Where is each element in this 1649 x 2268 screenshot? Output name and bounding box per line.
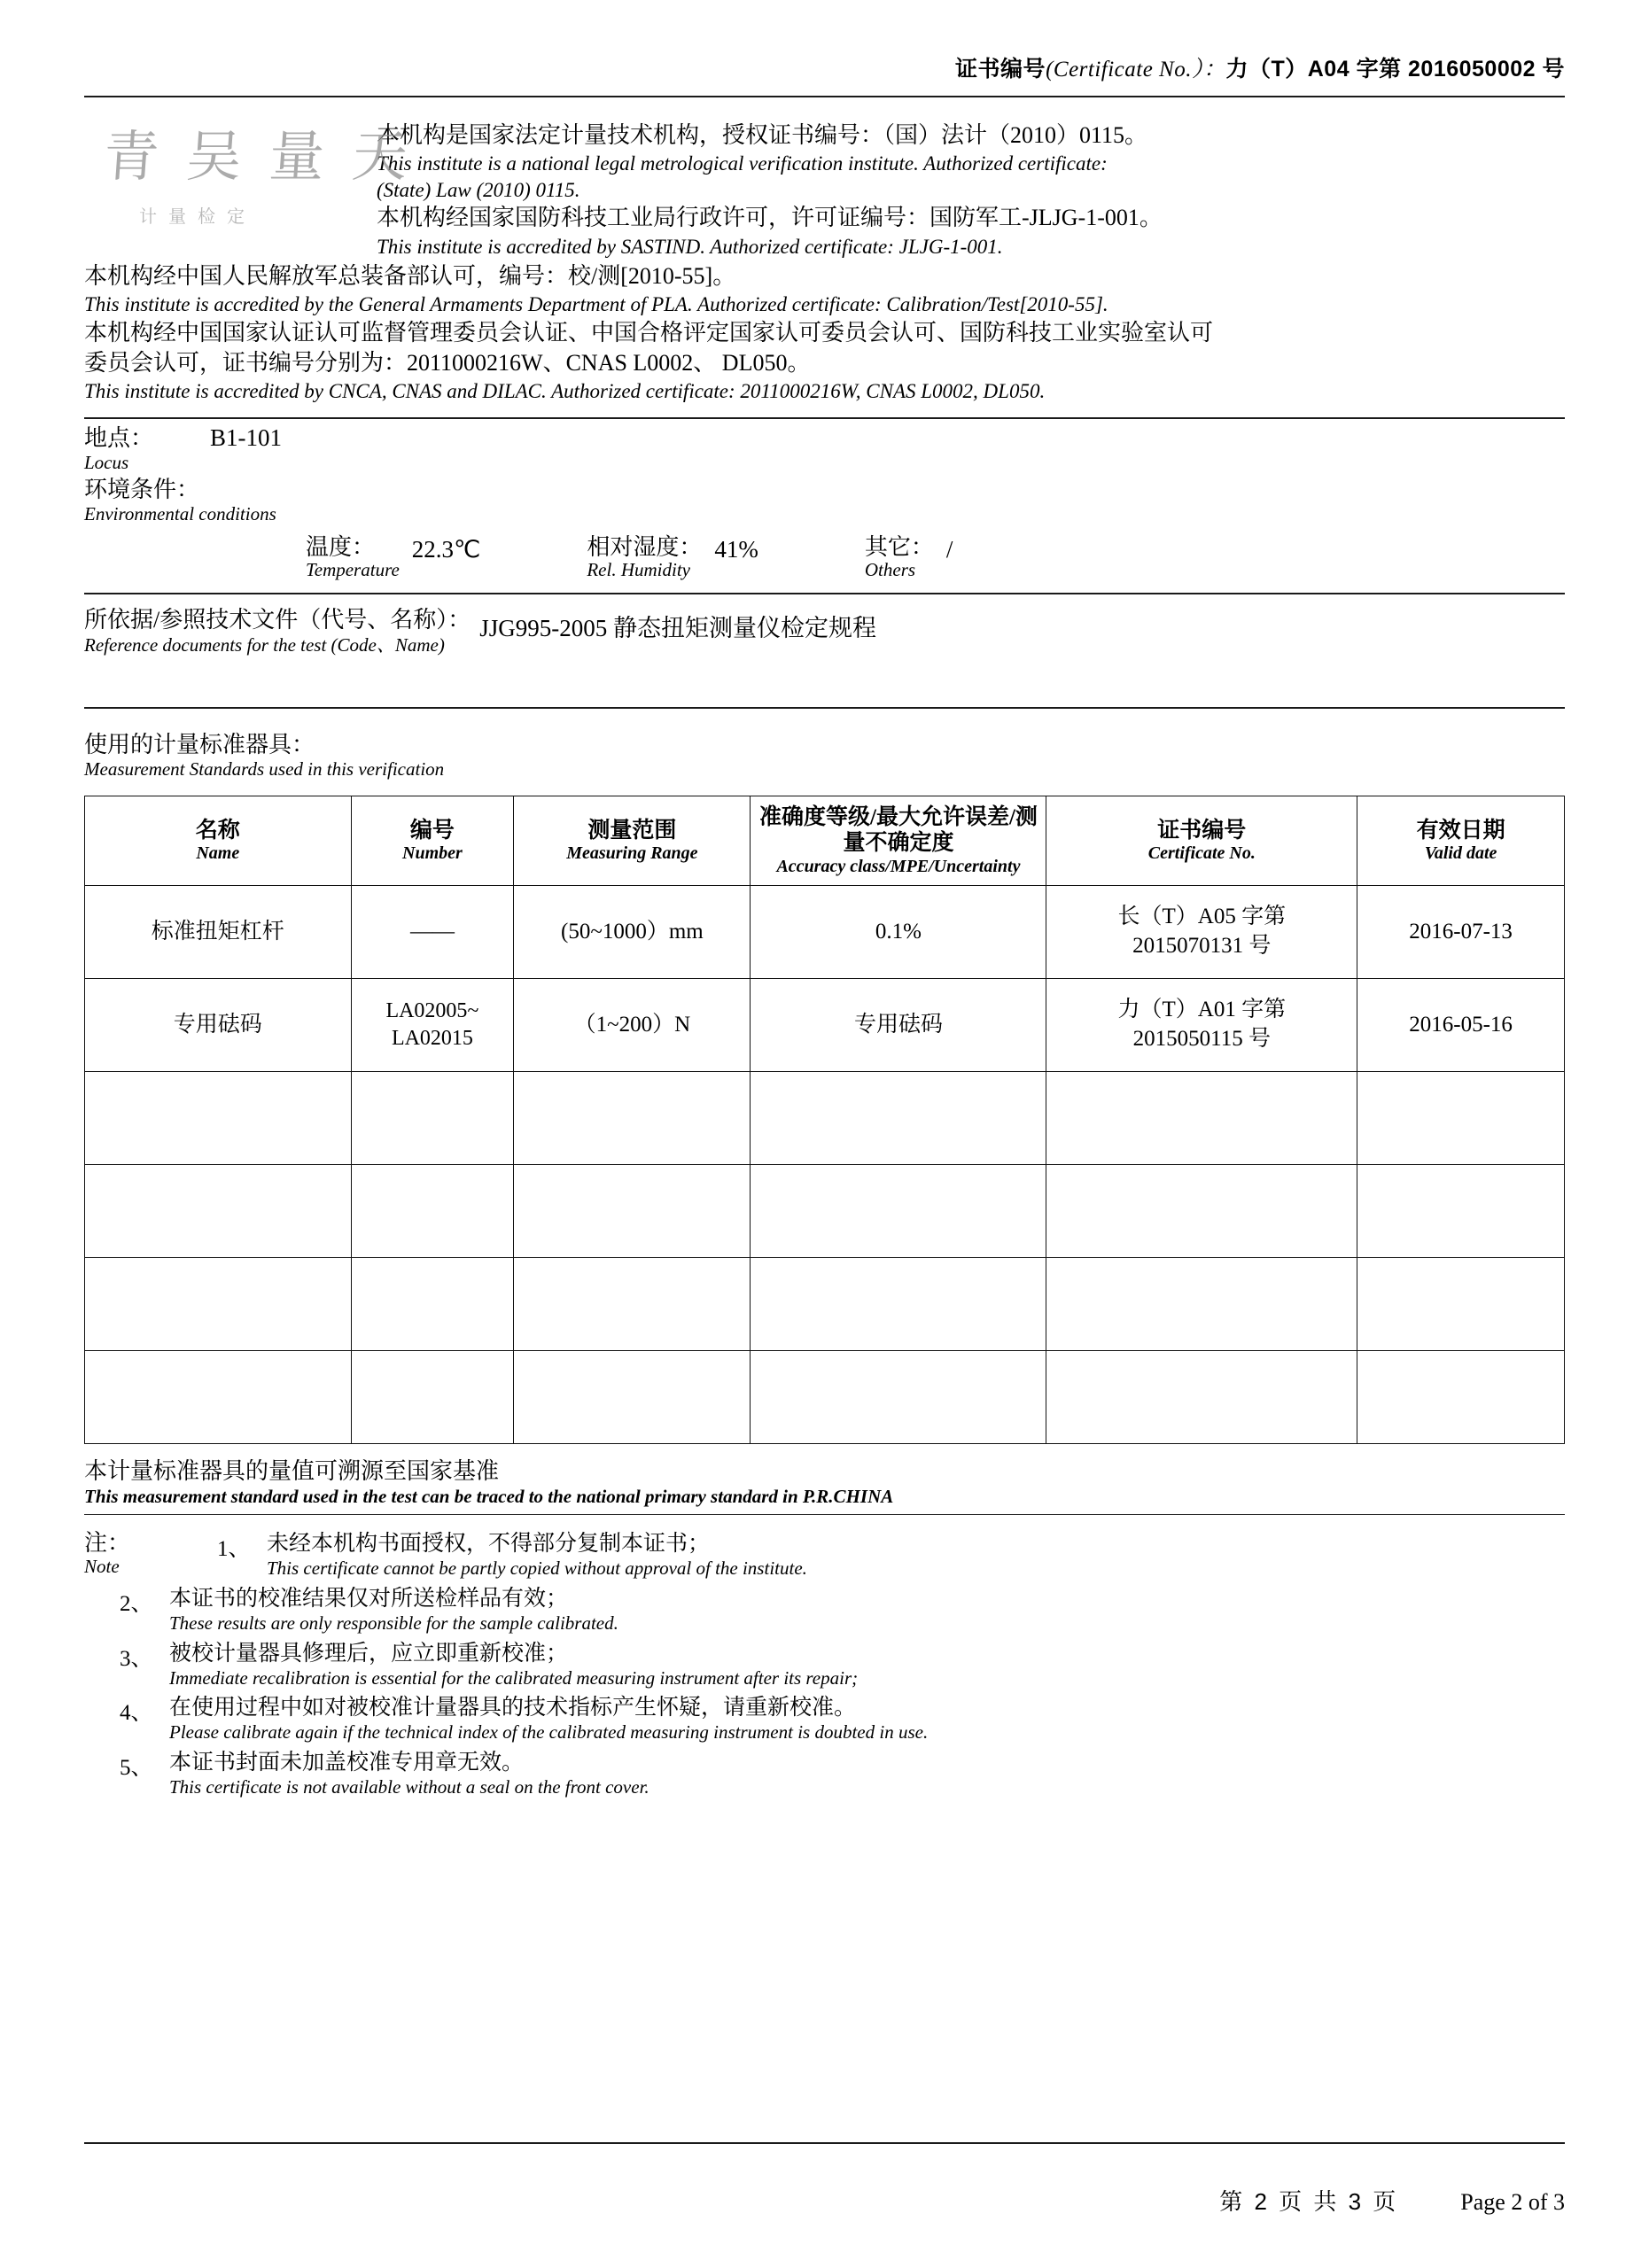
note-item	[84, 1586, 1565, 1635]
row0-accuracy: 0.1%	[751, 885, 1046, 978]
col-range-cn: 测量范围	[587, 818, 677, 843]
note-item	[182, 1531, 1565, 1581]
temperature-label-en: Temperature	[306, 558, 400, 580]
col-name-cn: 名称	[195, 818, 240, 843]
institute-line1-en-a: This institute is a national legal metrological verification institute. Authorized certificate:	[377, 152, 1108, 175]
row3-name	[85, 1164, 352, 1257]
row5-certificate	[1046, 1350, 1357, 1443]
environment-divider	[84, 593, 1565, 594]
row1-certificate-line2: 2015050115 号	[1132, 1026, 1271, 1051]
row1-certificate	[1046, 978, 1357, 1071]
certificate-number-label-cn: 证书编号	[955, 57, 1046, 82]
col-certificate-cn: 证书编号	[1157, 818, 1247, 843]
row2-number	[351, 1071, 514, 1164]
note-1-en: This certificate cannot be partly copied without approval of the institute.	[267, 1557, 807, 1580]
header-divider	[84, 96, 1565, 97]
table-row	[85, 1257, 1565, 1350]
institute-line3-en: This institute is accredited by the General Armaments Department of PLA. Authorized certificate: Calibration/Test[2010-55].	[84, 293, 1108, 316]
note-item	[84, 1695, 1565, 1744]
notes-label-en: Note	[84, 1555, 120, 1577]
note-3-cn: 被校计量器具修理后，应立即重新校准；	[169, 1641, 569, 1666]
row0-number: ——	[351, 885, 514, 978]
reference-label-cn: 所依据/参照技术文件（代号、名称）：	[84, 607, 471, 633]
measurement-standards-table	[84, 796, 1565, 1444]
row1-valid: 2016-05-16	[1357, 978, 1565, 1071]
standards-title-cn: 使用的计量标准器具：	[84, 731, 315, 757]
others-item	[865, 534, 953, 581]
col-valid-date	[1357, 796, 1565, 885]
col-accuracy-en: Accuracy class/MPE/Uncertainty	[776, 856, 1021, 876]
notes-section	[84, 1531, 1565, 1798]
table-row	[85, 885, 1565, 978]
col-accuracy-cn: 准确度等级/最大允许误差/测量不确定度	[759, 804, 1038, 856]
row5-accuracy	[751, 1350, 1046, 1443]
institute-line1-en-b: (State) Law (2010) 0115.	[377, 178, 580, 201]
temperature-item	[306, 534, 480, 581]
table-row	[85, 1350, 1565, 1443]
row2-valid	[1357, 1071, 1565, 1164]
row1-number	[351, 978, 514, 1071]
institute-line1-cn: 本机构是国家法定计量技术机构，授权证书编号：（国）法计（2010）0115。	[377, 122, 1148, 148]
institute-line4-cn-a: 本机构经中国国家认证认可监督管理委员会认证、中国合格评定国家认可委员会认可、国防科技工业实验室认可	[84, 319, 1214, 346]
humidity-label-cn: 相对湿度：	[587, 533, 703, 560]
row0-range: (50~1000）mm	[514, 885, 751, 978]
col-certificate	[1046, 796, 1357, 885]
seal-subtext: 计 量 检 定	[139, 207, 248, 227]
page-footer	[1219, 2184, 1565, 2217]
locus-section	[84, 424, 1565, 581]
note-1-number: 1、	[217, 1537, 251, 1562]
locus-label-cn: 地点：	[84, 424, 154, 451]
col-name	[85, 796, 352, 885]
row3-range	[514, 1164, 751, 1257]
note-3-number: 3、	[120, 1646, 153, 1671]
table-header-row	[85, 796, 1565, 885]
institute-statements	[377, 117, 1565, 260]
locus-row	[84, 424, 1565, 474]
note-2-cn: 本证书的校准结果仅对所送检样品有效；	[169, 1587, 569, 1611]
institute-block	[84, 117, 1565, 260]
table-row	[85, 1071, 1565, 1164]
col-range	[514, 796, 751, 885]
reference-labels	[84, 607, 471, 656]
others-value: /	[945, 535, 953, 563]
row0-name: 标准扭矩杠杆	[85, 885, 352, 978]
note-item	[84, 1641, 1565, 1690]
seal-text: 青 吴 量 天	[101, 128, 416, 188]
page-number-en: Page 2 of 3	[1460, 2189, 1565, 2215]
environment-labels	[84, 477, 1565, 525]
traceability-divider	[84, 1514, 1565, 1515]
row3-number	[351, 1164, 514, 1257]
row4-range	[514, 1257, 751, 1350]
table-row	[85, 978, 1565, 1071]
row5-valid	[1357, 1350, 1565, 1443]
row3-accuracy	[751, 1164, 1046, 1257]
temperature-value: 22.3℃	[411, 535, 481, 563]
standards-title	[84, 732, 1565, 780]
row1-accuracy: 专用砝码	[751, 978, 1046, 1071]
table-row	[85, 1164, 1565, 1257]
reference-label-en: Reference documents for the test (Code、Name)	[84, 633, 445, 656]
standards-title-en: Measurement Standards used in this verification	[84, 757, 445, 780]
row4-number	[351, 1257, 514, 1350]
row1-name: 专用砝码	[85, 978, 352, 1071]
locus-label-en: Locus	[84, 451, 129, 473]
note-2-en: These results are only responsible for the sample calibrated.	[169, 1612, 618, 1634]
row2-accuracy	[751, 1071, 1046, 1164]
col-accuracy	[751, 796, 1046, 885]
note-4-cn: 在使用过程中如对被校准计量器具的技术指标产生怀疑，请重新校准。	[169, 1696, 857, 1720]
reference-divider	[84, 707, 1565, 709]
note-3-en: Immediate recalibration is essential for the calibrated measuring instrument after its repair;	[169, 1666, 859, 1689]
environment-label-cn: 环境条件：	[84, 477, 200, 503]
note-4-number: 4、	[120, 1701, 153, 1726]
row4-valid	[1357, 1257, 1565, 1350]
environment-label-en: Environmental conditions	[84, 503, 276, 525]
col-valid-date-en: Valid date	[1424, 843, 1497, 864]
traceability-en: This measurement standard used in the test can be traced to the national primary standard in P.R.CHINA	[84, 1485, 894, 1507]
certificate-number-label-en: (Certificate No.）：	[1046, 58, 1226, 82]
temperature-label-cn: 温度：	[306, 533, 376, 560]
reference-documents-row	[84, 607, 1565, 656]
humidity-label-en: Rel. Humidity	[587, 558, 690, 580]
institute-line2-cn: 本机构经国家国防科技工业局行政许可，许可证编号：国防军工-JLJG-1-001。	[377, 205, 1163, 231]
locus-value: B1-101	[210, 423, 283, 451]
row2-range	[514, 1071, 751, 1164]
footer-divider	[84, 2142, 1565, 2144]
row0-certificate	[1046, 885, 1357, 978]
locus-labels	[84, 425, 153, 474]
row3-certificate	[1046, 1164, 1357, 1257]
note-1-cn: 未经本机构书面授权，不得部分复制本证书；	[267, 1532, 711, 1557]
row1-number-line2: LA02015	[391, 1026, 473, 1050]
row1-number-line1: LA02005~	[385, 998, 479, 1022]
page-number-cn: 第 2 页 共 3 页	[1219, 2188, 1399, 2215]
row2-certificate	[1046, 1071, 1357, 1164]
certificate-number-row	[84, 0, 1565, 83]
institute-line2-en: This institute is accredited by SASTIND. Authorized certificate: JLJG-1-001.	[377, 235, 1003, 258]
note-item	[84, 1750, 1565, 1799]
row2-name	[85, 1071, 352, 1164]
note-2-number: 2、	[120, 1592, 153, 1616]
row5-number	[351, 1350, 514, 1443]
row3-valid	[1357, 1164, 1565, 1257]
notes-label-cn: 注：	[84, 1530, 131, 1557]
environment-values-row	[84, 534, 1565, 581]
row1-certificate-line1: 力（T）A01 字第	[1117, 998, 1287, 1022]
certificate-number-value: 力（T）A04 字第 2016050002 号	[1225, 57, 1565, 82]
others-label-cn: 其它：	[864, 533, 934, 560]
institute-seal-stamp	[84, 117, 416, 250]
note-5-cn: 本证书封面未加盖校准专用章无效。	[169, 1750, 525, 1775]
institute-line4-cn-b: 委员会认可，证书编号分别为：2011000216W、CNAS L0002、 DL050。	[84, 350, 811, 376]
row4-certificate	[1046, 1257, 1357, 1350]
note-5-number: 5、	[120, 1755, 153, 1780]
humidity-value: 41%	[714, 535, 758, 563]
row5-range	[514, 1350, 751, 1443]
institute-statements-wide	[84, 261, 1565, 405]
col-valid-date-cn: 有效日期	[1416, 818, 1505, 843]
row0-certificate-line2: 2015070131 号	[1132, 933, 1272, 958]
institute-divider	[84, 417, 1565, 419]
row1-range: （1~200）N	[514, 978, 751, 1071]
institute-line3-cn: 本机构经中国人民解放军总装备部认可，编号：校/测[2010-55]。	[84, 262, 736, 289]
humidity-item	[587, 534, 758, 581]
col-name-en: Name	[196, 843, 240, 864]
reference-value: JJG995-2005 静态扭矩测量仪检定规程	[479, 615, 876, 642]
row4-name	[85, 1257, 352, 1350]
others-label-en: Others	[864, 558, 916, 580]
row0-certificate-line1: 长（T）A05 字第	[1117, 905, 1287, 929]
row4-accuracy	[751, 1257, 1046, 1350]
institute-line4-en: This institute is accredited by CNCA, CNAS and DILAC. Authorized certificate: 2011000216W, CNAS L0002, DL050.	[84, 380, 1046, 403]
row5-name	[85, 1350, 352, 1443]
notes-label	[84, 1531, 182, 1577]
note-5-en: This certificate is not available without a seal on the front cover.	[169, 1775, 649, 1798]
traceability-statement	[84, 1458, 1565, 1507]
col-number	[351, 796, 514, 885]
col-number-en: Number	[402, 843, 463, 864]
row0-valid: 2016-07-13	[1357, 885, 1565, 978]
note-4-en: Please calibrate again if the technical index of the calibrated measuring instrument is doubted in use.	[169, 1721, 929, 1744]
traceability-cn: 本计量标准器具的量值可溯源至国家基准	[84, 1457, 500, 1484]
col-number-cn: 编号	[409, 818, 455, 843]
col-certificate-en: Certificate No.	[1147, 843, 1256, 864]
col-range-en: Measuring Range	[566, 843, 698, 864]
